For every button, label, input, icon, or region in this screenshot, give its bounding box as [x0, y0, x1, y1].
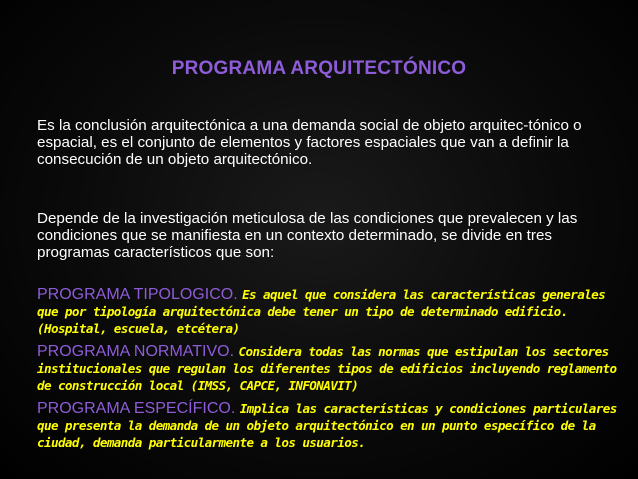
definition-paragraph: Es la conclusión arquitectónica a una demanda social de objeto arquitec-tónico o espacial, es el conjunto de elementos y factores espaciales que van a definir la consecución de un objeto arquitectónico.	[37, 117, 582, 168]
program-description: Es aquel que considera las características generales que por tipología arquitectónica debe tener un tipo de determinado edificio. (Hospital, escuela, etcétera)	[37, 287, 606, 336]
program-item-normativo	[37, 343, 622, 394]
program-name: PROGRAMA ESPECÍFICO.	[37, 400, 240, 417]
slide-title: PROGRAMA ARQUITECTÓNICO	[171, 58, 467, 79]
context-paragraph: Depende de la investigación meticulosa de las condiciones que prevalecen y las condiciones que se manifiesta en un contexto determinado, se divide en tres programas característicos que son:	[37, 210, 578, 261]
program-name: PROGRAMA TIPOLOGICO.	[37, 286, 243, 303]
program-description: Implica las características y condiciones particulares que presenta la demanda de un objeto arquitectónico en un punto específico de la ciudad, demanda particularmente a los usuarios.	[37, 401, 617, 450]
program-description: Considera todas las normas que estipulan los sectores institucionales que regulan los diferentes tipos de edificios incluyendo reglamento de construcción local (IMSS, CAPCE, INFONAVIT)	[37, 344, 617, 393]
program-item-especifico	[37, 400, 622, 451]
program-item-tipologico	[37, 286, 622, 337]
program-name: PROGRAMA NORMATIVO.	[37, 343, 239, 360]
